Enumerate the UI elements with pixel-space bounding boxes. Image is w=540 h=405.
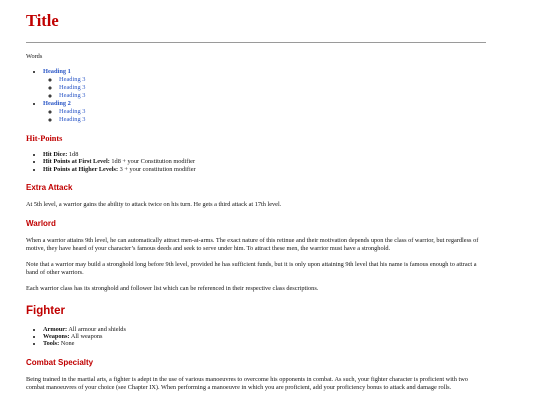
warlord-paragraph: Note that a warrior may build a stronghold long before 9th level, provided he has sufficient funds, but it is only upon attaining 9th level that his name is famous enough to attract a band of other warriors. (26, 260, 477, 276)
toc-link-heading-2[interactable]: Heading 2 (43, 100, 71, 107)
stat-value: 1d8 (68, 151, 79, 158)
stat-value: None (60, 340, 75, 348)
warlord-heading: Warlord (26, 219, 56, 229)
stat-item (43, 340, 486, 347)
combat-specialty-heading: Combat Specialty (26, 357, 94, 367)
stat-label: Hit Dice: (43, 151, 68, 158)
extra-attack-text: At 5th level, a warrior gains the ability to attack twice on his turn. He gets a third attack at 17th level. (26, 201, 282, 209)
stat-item (43, 333, 486, 340)
toc-item (43, 100, 486, 124)
toc-subitem (59, 116, 486, 124)
stat-value: All weapons (70, 333, 103, 341)
stat-value: 1d8 + your Constitution modifier (111, 158, 196, 166)
toc-subitem (59, 76, 486, 84)
toc-sublist (43, 108, 486, 124)
table-of-contents (26, 68, 486, 124)
toc-link-heading-3[interactable]: Heading 3 (59, 92, 86, 99)
stat-item (43, 151, 486, 158)
stat-label: Weapons: (43, 333, 70, 341)
hit-points-heading: Hit-Points (26, 134, 63, 143)
stat-label: Armour: (43, 325, 68, 333)
extra-attack-heading: Extra Attack (26, 183, 73, 193)
fighter-proficiency-list (26, 326, 486, 348)
toc-subitem (59, 108, 486, 116)
toc-subitem (59, 84, 486, 92)
combat-specialty-text: Being trained in the martial arts, a fighter is adept in the use of various manoeuvres to overcome his opponents in combat. As such, your fighter character is proficient with two combat manoeuvres of your choice (see Chapter IX). When performing a manoeuvre in which you are proficient, add your proficiency bonus to attack and damage rolls. (26, 375, 468, 391)
toc-link-heading-3[interactable]: Heading 3 (59, 108, 86, 115)
toc-link-heading-1[interactable]: Heading 1 (43, 68, 71, 75)
stat-item (43, 326, 486, 333)
warlord-paragraph: When a warrior attains 9th level, he can automatically attract men-at-arms. The exact nature of this retinue and their motivation depends upon the class of warrior, but regardless of motive, they have heard of your character’s famous deeds and seek to serve under him. To attract these men, the warrior must have a stronghold. (26, 237, 479, 253)
toc-sublist (43, 76, 486, 100)
page-title: Title (26, 11, 59, 30)
fighter-heading: Fighter (26, 304, 65, 317)
toc-item (43, 68, 486, 100)
document-content (26, 0, 486, 392)
hit-points-list (26, 151, 486, 173)
stat-value: 3 + your constitution modifier (119, 165, 196, 173)
toc-link-heading-3[interactable]: Heading 3 (59, 76, 86, 83)
stat-item (43, 158, 486, 165)
toc-subitem (59, 92, 486, 100)
stat-value: All armour and shields (68, 325, 126, 333)
warlord-paragraph: Each warrior class has its stronghold and follower list which can be referenced in their respective class descriptions. (26, 284, 319, 292)
words-label: Words (26, 53, 43, 60)
stat-item (43, 166, 486, 173)
stat-label: Tools: (43, 340, 60, 348)
stat-label: Hit Points at First Level: (43, 158, 110, 166)
toc-link-heading-3[interactable]: Heading 3 (59, 116, 86, 123)
stat-label: Hit Points at Higher Levels: (43, 165, 119, 173)
horizontal-rule (26, 42, 486, 43)
toc-link-heading-3[interactable]: Heading 3 (59, 84, 86, 91)
